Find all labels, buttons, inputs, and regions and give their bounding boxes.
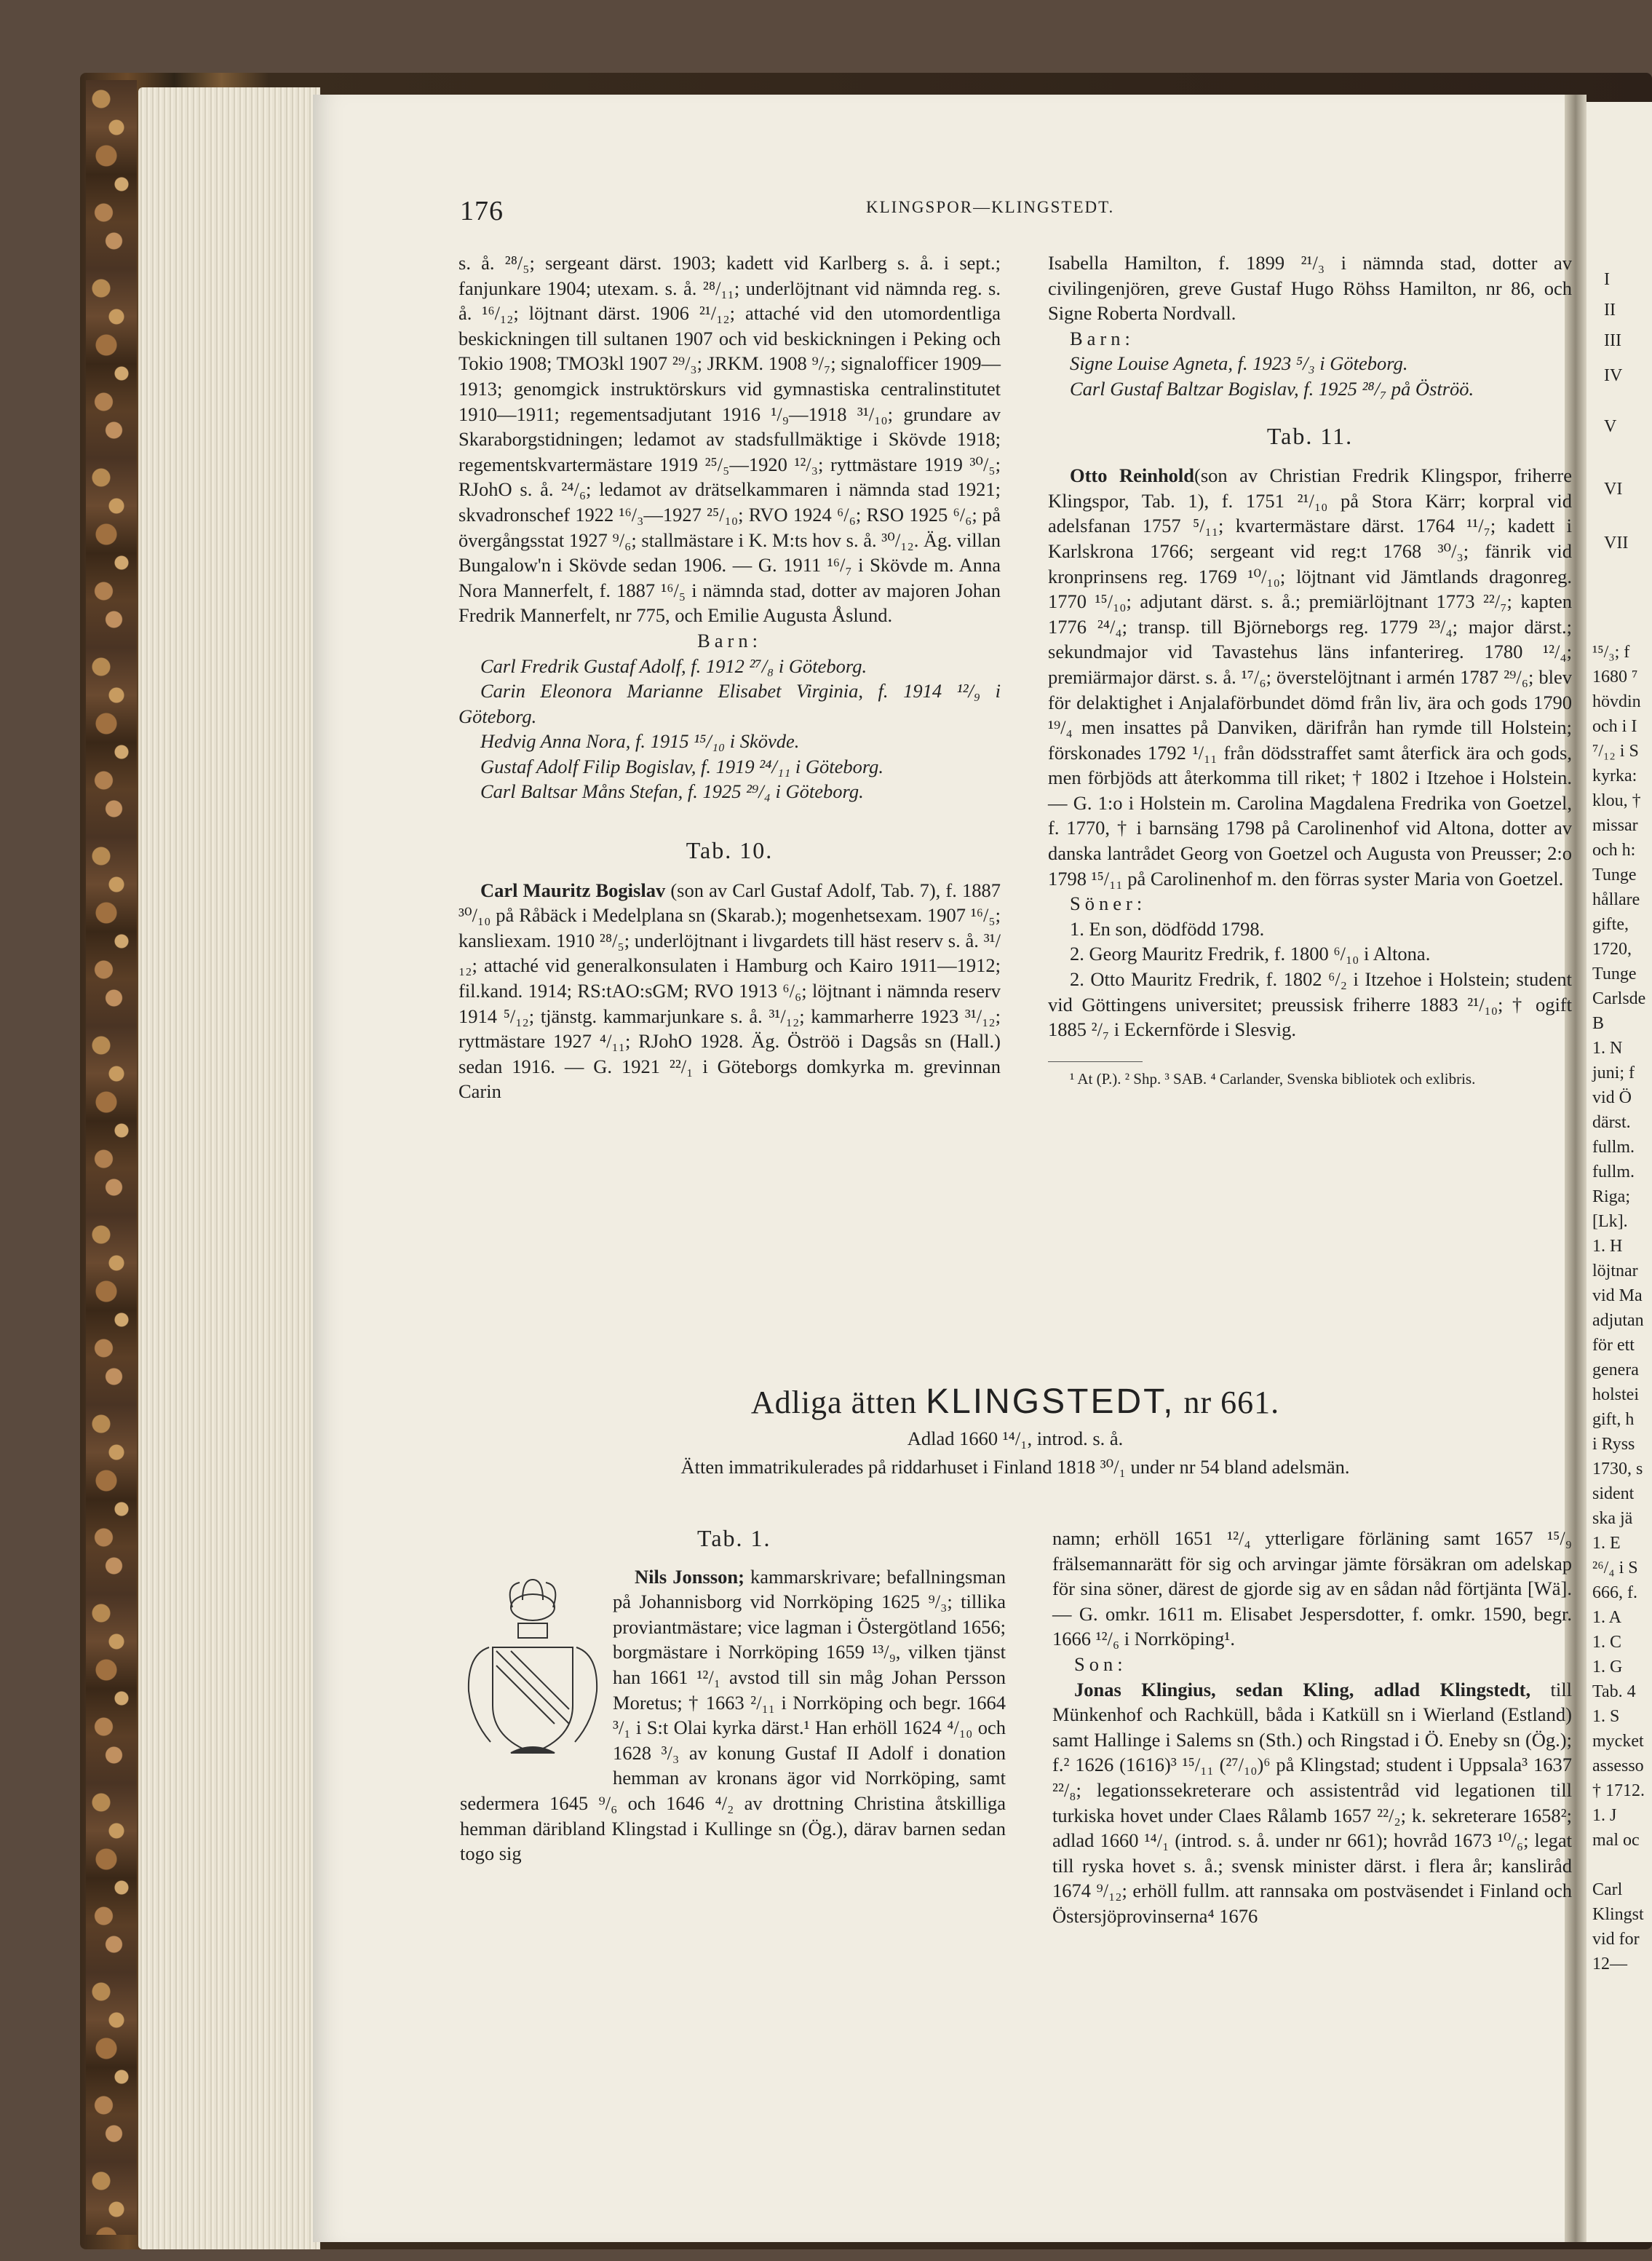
barn-heading: Barn: (697, 629, 762, 652)
next-page-label: IV (1604, 366, 1623, 385)
biography-paragraph: s. å. ²⁸/₅; sergeant därst. 1903; kadett vid Karlberg s. å. i sept.; fanjunkare 1904; utexam. s. å. ²⁸/₁₁; underlöjtnant vid nämnda reg. s. å. ¹⁶/₁₂; löjtnant därst. 1906 ²¹/₁₂; attaché vid den utomordentliga beskickningen till sultanen 1907 och vid beskickningen i Peking och Tokio 1908; TMO3kl 1907 ²⁹/₃; JRKM. 1908 ⁹/₇; signalofficer 1909—1913; genomgick instruktörskurs vid gymnastiska centralinstitutet 1910—1911; regementsadjutant 1916 ¹/₉—1918 ³¹/₁₀; grundare av Skaraborgstidningen; ledamot av stadsfullmäktige i Skövde 1918; regementskvartermästare 1919 ²⁵/₅—1920 ¹²/₃; ryttmästare 1919 ³⁰/₅; RJohO s. å. ²⁴/₆; ledamot av drätselkammaren i nämnda stad 1921; skvadronschef 1922 ¹⁶/₃—1927 ²⁵/₁₀; RVO 1924 ⁶/₆; RSO 1925 ⁶/₆; på övergångsstat 1927 ⁹/₆; stallmästare i K. M:ts hov s. å. ³⁰/₁₂. Äg. villan Bungalow'n i Skövde sedan 1906. — G. 1911 ¹⁶/₇ i Skövde m. Anna Nora Mannerfelt, f. 1887 ¹⁶/₅ i nämnda stad, dotter av majoren Johan Fredrik Mannerfelt, nr 775, och Emilie Augusta Åslund. (458, 252, 1001, 627)
crest-bend (496, 1651, 569, 1724)
crest-base (511, 1747, 555, 1753)
son-entry: 2. Georg Mauritz Fredrik, f. 1800 ⁶/₁₀ i Altona. (1070, 943, 1431, 965)
next-page-fragment (1587, 102, 1652, 2242)
crest-plume (511, 1594, 555, 1620)
son-text: till Münkenhof och Rachküll, båda i Katküll sn i Wierland (Estland) samt Hallinge i Salems sn (Sth.) och Ringstad i Ö. Eneby sn (Ög.); f.² 1626 (1616)³ ¹⁵/₁₁ (²⁷/₁₀)⁶ på Klingstad; student i Uppsala³ 1637 ²²/₈; legationssekreterare och assistentråd vid legationen till turkiska hovet under Claes Rålamb 1657 ²²/₂; k. sekreterare 1658²; adlad 1660 ¹⁴/₁ (introd. s. å. under nr 661); hovråd 1673 ¹⁰/₆; legat till ryska hovet s. å.; svensk minister därst. i flera år; kansliråd 1674 ⁹/₁₂; erhöll fullm. att rannsaka om postväsendet i Finland och Östersjöprovinserna⁴ 1676 (1052, 1678, 1573, 1927)
next-page-line: Tunge (1592, 866, 1637, 884)
barn-heading: Barn: (1070, 327, 1135, 349)
next-page-line: † 1712. (1592, 1781, 1645, 1800)
child-entry: Hedvig Anna Nora, f. 1915 ¹⁵/₁₀ i Skövde. (480, 730, 800, 753)
next-page-line: och i I (1592, 717, 1637, 736)
child-entry: Carl Gustaf Baltzar Bogislav, f. 1925 ²⁸/₇ på Öströö. (1070, 377, 1474, 400)
right-column (1048, 250, 1572, 1089)
next-page-line: i Ryss (1592, 1435, 1635, 1454)
tab10-name: Carl Mauritz Bogislav (480, 879, 666, 901)
tab1-text: kammarskrivare; befallningsman på Johannisborg vid Norrköping 1625 ⁹/₃; tillika proviantmästare; vice lagman i Östergötland 1656; borgmästare i Norrköping 1659 ¹³/₉, vilken tjänst han 1661 ¹²/₁ avstod till sin måg Johan Persson Moretus; † 1663 ²/₁₁ i Norrköping och begr. 1664 ³/₁ i S:t Olai kyrka därst.¹ Han erhöll 1624 ⁴/₁₀ och 1628 ³/₃ av konung Gustaf II Adolf i donation hemman av kronans ägor vid Norrköping, samt sedermera 1645 ⁹/₆ och 1646 ⁴/₂ av drottning Christina åtskilliga hemman däribland Klingstad i Kullinge sn (Ög.), därav barnen sedan togo sig (460, 1565, 1006, 1865)
next-page-line: vid for (1592, 1930, 1640, 1949)
son-entry: 1. En son, dödfödd 1798. (1070, 917, 1265, 940)
next-page-line: juni; f (1592, 1064, 1635, 1082)
child-entry: Carin Eleonora Marianne Elisabet Virginia, f. 1914 ¹²/₉ i Göteborg. (458, 680, 1001, 727)
family-title (458, 1382, 1572, 1422)
next-page-line: 1. G (1592, 1658, 1623, 1676)
next-page-line: sident (1592, 1484, 1635, 1503)
next-page-line: vid Ö (1592, 1088, 1632, 1107)
next-page-line: missar (1592, 816, 1638, 835)
next-page-line: 1. H (1592, 1237, 1623, 1256)
tab11-heading: Tab. 11. (1266, 422, 1354, 449)
next-page-line: ¹⁵/₃; f (1592, 643, 1630, 662)
family-title-name: KLINGSTEDT, (926, 1382, 1175, 1421)
next-page-line: 1. A (1592, 1608, 1622, 1627)
marbled-edge (86, 80, 137, 2235)
next-page-line: mal oc (1592, 1831, 1640, 1850)
next-page-line: [Lk]. (1592, 1212, 1628, 1231)
next-page-line: 1. N (1592, 1039, 1623, 1058)
tab10-entry (458, 878, 1001, 1104)
next-page-label: V (1604, 417, 1617, 436)
son-entry: 2. Otto Mauritz Fredrik, f. 1802 ⁶/₂ i Itzehoe i Holstein; student vid Göttingens universitet; preussisk friherre 1883 ²¹/₁₀; † ogift 1885 ²/₇ i Eckernförde i Slesvig. (1048, 968, 1572, 1041)
child-entry: Carl Baltsar Måns Stefan, f. 1925 ²⁹/₄ i Göteborg. (480, 780, 864, 803)
footnotes: ¹ At (P.). ² Shp. ³ SAB. ⁴ Carlander, Svenska bibliotek och exlibris. (1070, 1069, 1476, 1088)
next-page-line: ²⁶/₄ i S (1592, 1559, 1638, 1577)
tab10-heading: Tab. 10. (686, 837, 774, 864)
family-title-prefix: Adliga ätten (750, 1385, 918, 1420)
ennoblement-line: Adlad 1660 ¹⁴/₁, introd. s. å. (907, 1428, 1124, 1449)
running-title: KLINGSPOR—KLINGSTEDT. (866, 198, 1115, 216)
next-page-line: fullm. (1592, 1163, 1635, 1181)
next-page-line: 12— (1592, 1955, 1627, 1973)
next-page-line: Carlsde (1592, 989, 1646, 1008)
next-page-line: gifte, (1592, 915, 1629, 934)
next-page-line: 1730, s (1592, 1460, 1643, 1478)
coat-of-arms-icon (460, 1578, 605, 1775)
tab10-text: (son av Carl Gustaf Adolf, Tab. 7), f. 1887 ³⁰/₁₀ på Råbäck i Medelplana sn (Skarab.); mogenhetsexam. 1907 ¹⁶/₅; kansliexam. 1910 ²⁸/₅; underlöjtnant i livgardets till häst reserv s. å. ³¹/₁₂; attaché vid generalkonsulaten i Hamburg och Kairo 1911—1912; fil.kand. 1914; RS:tAO:sGM; RVO 1913 ⁶/₆; löjtnant i nämnda reserv 1914 ⁵/₁₂; tjänstg. kammarjunkare s. å. ³¹/₁₂; kammarherre 1923 ³¹/₁₂; ryttmästare 1927 ⁴/₁₁; RJohO 1928. Äg. Öströö i Dagsås sn (Hall.) sedan 1916. — G. 1921 ²²/₁ i Göteborgs domkyrka m. grevinnan Carin (458, 879, 1001, 1103)
next-page-line: genera (1592, 1361, 1639, 1379)
next-page-line: 1. S (1592, 1707, 1620, 1726)
next-page-line: kyrka: (1592, 767, 1637, 785)
next-page-line: Tab. 4 (1592, 1682, 1636, 1701)
next-page-line: hållare (1592, 890, 1640, 909)
klingstedt-heading-block (458, 1382, 1572, 1478)
next-page-line: 1720, (1592, 940, 1632, 959)
son-name: Jonas Klingius, sedan Kling, adlad Klingstedt, (1074, 1678, 1531, 1700)
next-page-label: VII (1604, 534, 1629, 553)
next-page-line: fullm. (1592, 1138, 1635, 1157)
tab1-continuation: namn; erhöll 1651 ¹²/₄ ytterligare förläning samt 1657 ¹⁵/₉ frälsemannarätt för sig och arvingar jämte försäkran om adelskap för sina söner, därest de gjorde sig av en sådan nåd förtjänta [Wä]. — G. omkr. 1611 m. Elisabet Jespersdotter, f. omkr. 1590, begr. 1666 ¹²/₆ i Norrköping¹. (1052, 1527, 1572, 1650)
footnote-rule (1048, 1061, 1143, 1062)
next-page-line: 1680 ⁷ (1592, 668, 1638, 686)
next-page-line: 1. C (1592, 1633, 1622, 1652)
next-page-line: 1. J (1592, 1806, 1617, 1825)
crest-mantling (469, 1647, 597, 1742)
next-page-line: 666, f. (1592, 1583, 1637, 1602)
next-page-line: Klingst (1592, 1905, 1644, 1924)
child-entry: Signe Louise Agneta, f. 1923 ⁵/₃ i Göteborg. (1070, 352, 1408, 375)
tab11-entry (1048, 463, 1572, 891)
next-page-line: Carl (1592, 1880, 1623, 1899)
page-number: 176 (460, 196, 504, 226)
next-page-line: löjtnar (1592, 1262, 1638, 1280)
left-column (458, 250, 1001, 1104)
next-page-line: därst. (1592, 1113, 1631, 1132)
next-page-line: assesso (1592, 1757, 1644, 1775)
family-title-suffix: nr 661. (1183, 1385, 1280, 1420)
next-page-line: ⁷/₁₂ i S (1592, 742, 1639, 761)
tab11-name: Otto Reinhold (1070, 464, 1195, 487)
next-page-line: 1. E (1592, 1534, 1621, 1553)
next-page-line: hövdin (1592, 692, 1641, 711)
tab11-text: (son av Christian Fredrik Klingspor, friherre Klingspor, Tab. 1), f. 1751 ²¹/₁₀ på Stora Kärr; korpral vid adelsfanan 1757 ⁵/₁₁; kvartermästare därst. 1764 ¹¹/₇; kadett i Karlskrona 1766; sergeant vid reg:t 1768 ³⁰/₃; fänrik vid kronprinsens reg. 1769 ¹⁰/₁₀; löjtnant vid Jämtlands dragonreg. 1770 ¹⁵/₁₀; adjutant därst. s. å.; premiärlöjtnant 1773 ²²/₇; kapten 1776 ²⁴/₄; transp. till Björneborgs reg. 1779 ²³/₄; major därst.; sekundmajor vid Tavastehus läns infanterireg. 1780 ¹²/₄; premiärmajor därst. s. å. ¹⁷/₆; överstelöjtnant i armén 1787 ²⁹/₆; blev för delaktighet i Anjalaförbundet dömd från liv, ära och gods 1790 ¹⁹/₄ men insattes på Danviken, därifrån han rymde till Holstein; förskonades 1792 ¹/₁₁ från dödsstraffet samt återfick ära och gods, men förbjöds att återkomma till riket; † 1802 i Itzehoe i Holstein. — G. 1:o i Holstein m. Carolina Magdalena Fredrika von Goetzel, f. 1770, † i barnsäng 1798 på Carolinenhof vid Altona, dotter av danska lantrådet Georg von Goetzel och Augusta von Preusser; 2:o 1798 ¹⁵/₁₁ på Carolinenhof m. den förras syster Maria von Goetzel. (1048, 464, 1572, 890)
next-page-line: för ett (1592, 1336, 1635, 1355)
spouse-paragraph: Isabella Hamilton, f. 1899 ²¹/₃ i nämnda stad, dotter av civilingenjören, greve Gustaf Hugo Röhss Hamilton, nr 86, och Signe Roberta Nordvall. (1048, 252, 1572, 325)
next-page-line: B (1592, 1014, 1605, 1033)
next-page-line: vid Ma (1592, 1286, 1643, 1305)
next-page-line: Riga; (1592, 1187, 1630, 1206)
next-page-label: I (1604, 270, 1610, 289)
klingstedt-right-column (1052, 1526, 1572, 1929)
next-page-label: VI (1604, 480, 1623, 499)
next-page-line: och h: (1592, 841, 1636, 860)
child-entry: Gustaf Adolf Filip Bogislav, f. 1919 ²⁴/₁₁ i Göteborg. (480, 755, 884, 777)
next-page-label: II (1604, 301, 1616, 320)
next-page-line: klou, † (1592, 791, 1641, 810)
child-entry: Carl Fredrik Gustaf Adolf, f. 1912 ²⁷/₈ i Göteborg. (480, 654, 867, 677)
tab1-name: Nils Jonsson; (635, 1565, 744, 1588)
next-page-line: holstei (1592, 1385, 1639, 1404)
next-page-line: gift, h (1592, 1410, 1635, 1429)
soner-heading: Söner: (1070, 892, 1147, 915)
next-page-line: ska jä (1592, 1509, 1633, 1528)
son-entry (1052, 1677, 1572, 1929)
next-page-line: mycket (1592, 1732, 1644, 1751)
tab1-heading: Tab. 1. (697, 1525, 771, 1551)
next-page-line: Tunge (1592, 965, 1637, 983)
next-page-label: III (1604, 331, 1621, 350)
next-page-line: adjutan (1592, 1311, 1644, 1330)
matriculation-line: Ätten immatrikulerades på riddarhuset i Finland 1818 ³⁰/₁ under nr 54 bland adelsmän. (680, 1456, 1350, 1478)
crest-helmet (518, 1623, 547, 1638)
son-heading: Son: (1074, 1652, 1127, 1675)
page-edges (138, 87, 320, 2249)
